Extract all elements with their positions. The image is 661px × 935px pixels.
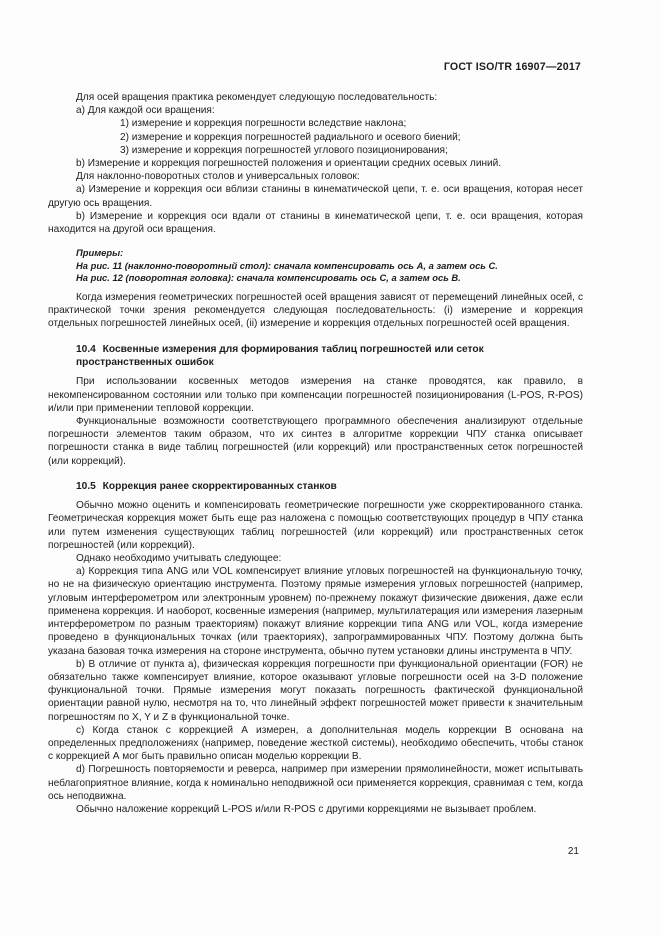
section-10-4-heading — [48, 343, 583, 370]
examples-title: Примеры: — [76, 247, 124, 259]
section-number: 10.5 — [76, 480, 96, 492]
document-header: ГОСТ ISO/TR 16907—2017 — [443, 61, 581, 73]
section-10-5-item-d: d) Погрешность повторяемости и реверса, например при измерении прямолинейности, может испытывать неблагоприятное влияние, когда к номинально неподвижной оси применяется коррекция, сравнимая с тем, когда ось неподвижна. — [48, 764, 583, 802]
section-title-tail: пространственных ошибок — [76, 357, 214, 369]
list-subitem-1: 1) измерение и коррекция погрешности вследствие наклона; — [120, 118, 407, 130]
section-10-5-paragraph-1: Обычно можно оценить и компенсировать геометрические погрешности уже скорректированного станка. Геометрическая коррекция может быть еще раз наложена с помощью соответствующих процедур в ЧПУ станка или путем изменения существующих таблиц погрешностей (или коррекций) или пространственных сеток погрешностей (или коррекций). — [48, 500, 583, 551]
section-10-5-heading — [48, 480, 583, 493]
tables-item-a: а) Измерение и коррекция оси вблизи станины в кинематической цепи, т. е. оси вращения, которая несет другую ось вращения. — [48, 184, 583, 209]
example-1: На рис. 11 (наклонно-поворотный стол): сначала компенсировать ось А, а затем ось С. — [76, 259, 498, 271]
example-2: На рис. 12 (поворотная головка): сначала компенсировать ось С, а затем ось В. — [76, 272, 461, 284]
section-10-4-paragraph-1: При использовании косвенных методов измерения на станке проводятся, как правило, в некомпенсированном состоянии или только при компенсации погрешностей позиционирования (L-POS, R-POS) и/или при применении тепловой коррекции. — [48, 376, 583, 414]
page-content — [48, 91, 583, 816]
list-item-b: b) Измерение и коррекция погрешностей положения и ориентации средних осевых линий. — [76, 158, 502, 170]
tables-heads-intro: Для наклонно-поворотных столов и универсальных головок: — [76, 171, 360, 183]
list-subitem-2: 2) измерение и коррекция погрешностей радиального и осевого биений; — [120, 131, 461, 143]
list-item-a: а) Для каждой оси вращения: — [76, 105, 215, 117]
page-number: 21 — [567, 846, 579, 857]
section-title: Косвенные измерения для формирования таблиц погрешностей или сеток — [102, 343, 484, 355]
section-10-5-item-b: b) В отличие от пункта а), физическая коррекция погрешности при функциональной ориентации (FOR) не обязательно также компенсирует влияние, которое оказывают угловые погрешности осей на 3-D положение функциональной точки. Прямые измерения могут показать погрешность фактической функциональной ориентации равной нулю, несмотря на то, что линейный эффект погрешностей может привести к значительным погрешностям по X, Y и Z в функциональной точке. — [48, 658, 583, 723]
section-number: 10.4 — [76, 343, 96, 355]
tables-item-b: b) Измерение и коррекция оси вдали от станины в кинематической цепи, т. е. оси вращения, которая находится на другой оси вращения. — [48, 210, 583, 236]
list-subitem-3: 3) измерение и коррекция погрешностей углового позиционирования; — [120, 144, 448, 156]
section-10-5-item-c: c) Когда станок с коррекцией А измерен, а дополнительная модель коррекции В основана на определенных предположениях (например, поведение жесткой системы), необходимо обеспечить, чтобы станок с коррекцией А мог быть правильно описан моделью коррекции В. — [48, 724, 583, 763]
section-10-4-paragraph-2: Функциональные возможности соответствующего программного обеспечения анализируют отдельные погрешности элементов таким образом, что их синтез в алгоритме коррекции ЧПУ станка описывает погрешности станка в виде таблиц погрешностей (или коррекций) или пространственных сеток погрешностей (или коррекций). — [48, 416, 583, 467]
section-10-5-closing: Обычно наложение коррекций L-POS и/или R-POS с другими коррекциями не вызывает проблем. — [76, 803, 537, 815]
rotary-axes-intro: Для осей вращения практика рекомендует следующую последовательность: — [76, 92, 438, 103]
section-10-5-paragraph-2: Однако необходимо учитывать следующее: — [76, 553, 282, 565]
section-title: Коррекция ранее скорректированных станков — [102, 480, 337, 492]
geometric-errors-paragraph: Когда измерения геометрических погрешностей осей вращения зависят от перемещений линейных осей, с практической точки зрения рекомендуется следующая последовательность: (i) измерение и коррекция отдельных погрешностей линейных осей, (ii) измерение и коррекция отдельных погрешностей осей вращения. — [48, 292, 583, 330]
section-10-5-item-a: а) Коррекция типа ANG или VOL компенсирует влияние угловых погрешностей на функциональную точку, но не на физическую ориентацию инструмента. Поэтому прямые измерения угловых погрешностей (например, угловым интерферометром или электронным уровнем) по-прежнему покажут физические движения, даже если применена коррекция. И наоборот, косвенные измерения (например, мультилатерация или измерения лазерным интерферометром по разным траекториям) покажут влияние коррекции типа ANG или VOL, когда измерение проведено в функциональных точках (или траекториях), запрограммированных ЧПУ. Поэтому должна быть указана базовая точка измерения на стороне инструмента, обычно путем установки длины инструмента в ЧПУ. — [48, 566, 583, 657]
